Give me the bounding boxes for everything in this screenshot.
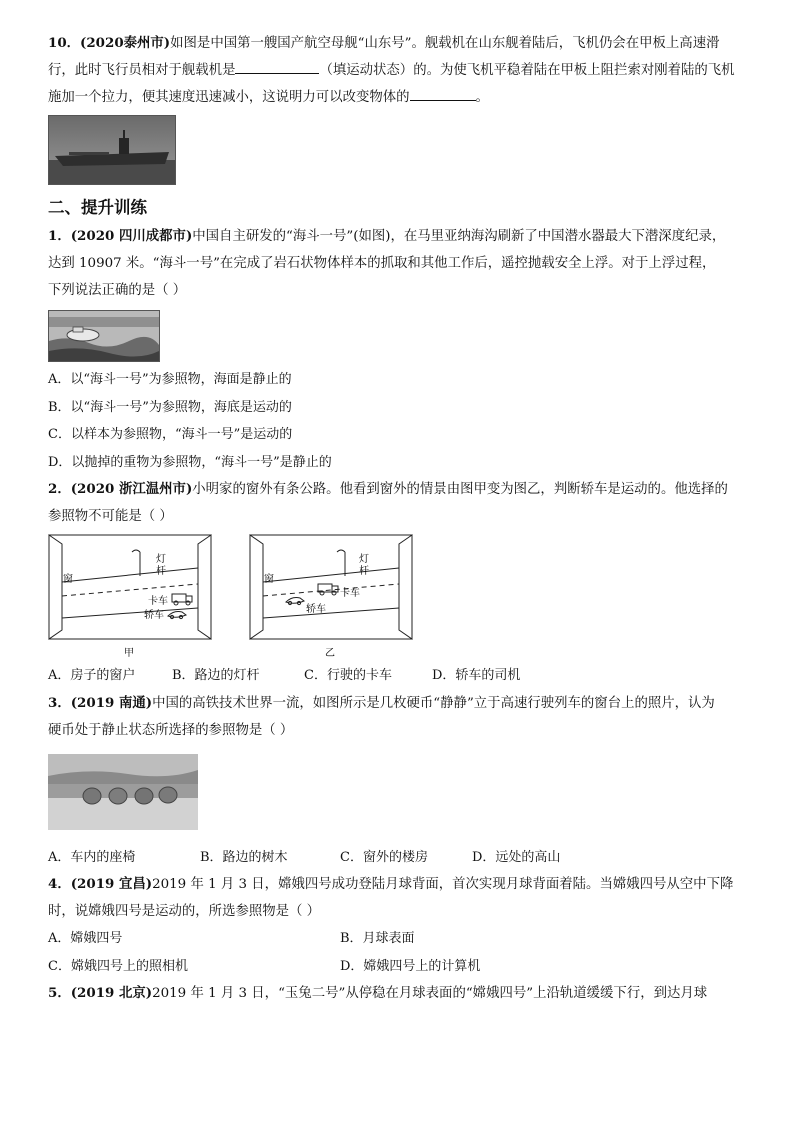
q1-option-a[interactable]: A．以“海斗一号”为参照物，海面是静止的: [48, 372, 292, 387]
q1-line2: [48, 250, 748, 277]
q1-option-b[interactable]: B．以“海斗一号”为参照物，海底是运动的: [48, 399, 292, 415]
figure-a-lamp-label-2: 杆: [156, 566, 166, 577]
figure-a-truck-label: 卡车: [148, 596, 168, 607]
q10-line3: [48, 84, 748, 111]
figure-b: [250, 535, 412, 639]
q2-option-d[interactable]: D．轿车的司机: [432, 668, 521, 683]
q10-answer-blank-2[interactable]: [410, 86, 476, 101]
q4-source: (2019 宜昌): [70, 876, 153, 892]
q1-text-b: 达到 10907 米。“海斗一号”在完成了岩石状物体样本的抓取和其他工作后，遥控抛载安全上浮。对于上浮过程，: [48, 256, 716, 271]
q1-line3: [48, 277, 748, 304]
q4-text-b: 时，说嫦娥四号是运动的，所选参照物是（ ）: [48, 904, 321, 919]
q1-number: 1．: [48, 228, 71, 244]
q4-option-b[interactable]: B．月球表面: [340, 931, 415, 946]
figure-b-lamp-label-1: 灯: [359, 554, 369, 565]
q1-text-a: 中国自主研发的“海斗一号”(如图)，在马里亚纳海沟刷新了中国潜水器最大下潜深度纪录，: [192, 229, 726, 244]
q10-source: (2020泰州市): [80, 35, 171, 51]
figure-a: [49, 535, 211, 639]
figure-b-truck-label: 卡车: [340, 588, 360, 599]
q5-line1: [48, 980, 748, 1007]
q2-line1: [48, 476, 748, 503]
figure-a-window-label: 窗: [63, 574, 73, 585]
q10-text-a: 如图是中国第一艘国产航空母舰“山东号”。舰载机在山东舰着陆后，飞机仍会在甲板上高速滑: [170, 36, 720, 51]
figure-b-caption: 乙: [325, 648, 335, 659]
q2-text-b: 参照物不可能是（ ）: [48, 509, 173, 524]
q10-line1: [48, 30, 748, 57]
q10-text-c1: 施加一个拉力，便其速度迅速减小，这说明力可以改变物体的: [48, 90, 410, 105]
q10-line2: [48, 57, 748, 84]
q2-option-b[interactable]: B．路边的灯杆: [172, 668, 260, 683]
figure-b-car-label: 轿车: [306, 604, 326, 615]
q4-options: [48, 925, 748, 980]
q3-text-a: 中国的高铁技术世界一流，如图所示是几枚硬币“静静”立于高速行驶列车的窗台上的照片，认为: [152, 695, 715, 711]
aircraft-carrier-photo: [48, 115, 176, 185]
q4-option-a[interactable]: A．嫦娥四号: [48, 931, 123, 946]
q3-option-a[interactable]: A．车内的座椅: [48, 849, 136, 865]
q10-answer-blank-1[interactable]: [235, 59, 319, 74]
figure-a-lamp-label-1: 灯: [156, 554, 166, 565]
q3-option-c[interactable]: C．窗外的楼房: [340, 849, 428, 865]
q3-number: 3．: [48, 694, 71, 711]
q3-text-b: 硬币处于静止状态所选择的参照物是（ ）: [48, 722, 294, 738]
q2-options: [48, 662, 748, 690]
figure-a-caption: 甲: [124, 648, 134, 659]
q2-option-a[interactable]: A．房子的窗户: [48, 668, 136, 683]
q10-text-b1: 行，此时飞行员相对于舰载机是: [48, 63, 236, 78]
q4-line1: [48, 871, 748, 898]
q5-text-a: 2019 年 1 月 3 日，“玉兔二号”从停稳在月球表面的“嫦娥四号”上沿轨道缓缓下行，到达月球: [152, 986, 708, 1001]
q5-number: 5．: [48, 985, 71, 1001]
q5-source: (2019 北京): [70, 985, 153, 1001]
q3-source: (2019 南通): [70, 694, 153, 711]
q10-text-b2: （填运动状态）的。为使飞机平稳着陆在甲板上阻拦索对刚着陆的飞机: [319, 63, 735, 78]
q3-option-d[interactable]: D．远处的高山: [472, 849, 561, 865]
q2-option-c[interactable]: C．行驶的卡车: [304, 668, 392, 683]
coins-on-windowsill-photo: [48, 754, 198, 830]
q3-line2: [48, 717, 748, 744]
figure-b-window-label: 窗: [264, 574, 274, 585]
q3-line1: [48, 690, 748, 717]
section-title: 二、提升训练: [48, 198, 147, 217]
q1-source: (2020 四川成都市): [70, 228, 193, 244]
q10-number: 10．: [48, 35, 81, 51]
q4-line2: [48, 898, 748, 925]
window-view-figures: [48, 534, 418, 660]
q2-number: 2．: [48, 481, 71, 497]
worksheet-page: [48, 30, 748, 1007]
q4-option-d[interactable]: D．嫦娥四号上的计算机: [340, 958, 481, 974]
q1-line1: [48, 223, 748, 250]
figure-a-car-label: 轿车: [144, 610, 164, 621]
q3-option-b[interactable]: B．路边的树木: [200, 849, 288, 865]
submersible-photo: [48, 310, 160, 362]
q4-text-a: 2019 年 1 月 3 日，嫦娥四号成功登陆月球背面，首次实现月球背面着陆。当嫦娥四号从空中下降: [152, 877, 734, 892]
q10-text-c2: 。: [475, 90, 489, 105]
q4-option-c[interactable]: C．嫦娥四号上的照相机: [48, 958, 188, 974]
q2-line2: [48, 503, 748, 530]
q1-option-d[interactable]: D．以抛掉的重物为参照物，“海斗一号”是静止的: [48, 454, 332, 470]
q2-source: (2020 浙江温州市): [70, 481, 193, 497]
q4-number: 4．: [48, 876, 71, 892]
q2-text-a: 小明家的窗外有条公路。他看到窗外的情景由图甲变为图乙，判断轿车是运动的。他选择的: [192, 482, 728, 497]
q1-option-c[interactable]: C．以样本为参照物，“海斗一号”是运动的: [48, 427, 293, 442]
figure-b-lamp-label-2: 杆: [359, 566, 369, 577]
q1-text-c: 下列说法正确的是（ ）: [48, 283, 187, 298]
q3-options: [48, 844, 748, 872]
